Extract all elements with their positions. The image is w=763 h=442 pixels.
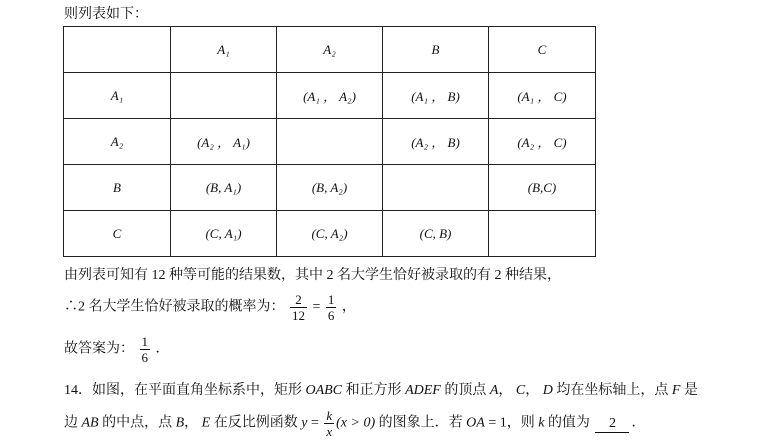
probability-suffix: ， bbox=[341, 299, 356, 315]
function-fraction bbox=[324, 408, 334, 439]
table-cell: (B, A₁) bbox=[171, 165, 277, 211]
table-cell: A₁ bbox=[64, 73, 171, 119]
table-cell: (A₁ ， B) bbox=[383, 73, 489, 119]
q14-text: 在反比例函数 bbox=[210, 415, 302, 431]
fraction-numerator: 1 bbox=[141, 334, 148, 349]
math-var: OABC bbox=[305, 383, 343, 398]
fraction-denominator: 6 bbox=[327, 308, 335, 323]
answer-prefix: 故答案为： bbox=[64, 341, 134, 357]
fraction-denominator: 6 bbox=[141, 350, 148, 365]
math-var: AB bbox=[81, 415, 99, 431]
q14-text: ． bbox=[631, 415, 646, 431]
table-cell: (A₂ ， B) bbox=[383, 119, 489, 165]
table-row bbox=[64, 211, 596, 257]
table-cell: A₂ bbox=[64, 119, 171, 165]
table-header-cell: C bbox=[489, 27, 596, 73]
table-cell bbox=[489, 211, 596, 257]
q14-text: = 1，则 bbox=[484, 415, 539, 431]
table-header-row bbox=[64, 27, 596, 73]
fraction-numerator: k bbox=[326, 408, 333, 423]
q14-text: 的顶点 bbox=[440, 383, 490, 398]
q14-text: 边 bbox=[64, 415, 82, 431]
table-header-cell bbox=[64, 27, 171, 73]
q14-text: ， bbox=[498, 383, 516, 398]
table-cell: C bbox=[64, 211, 171, 257]
answer-line bbox=[64, 334, 170, 365]
table-cell: (B, A₂) bbox=[277, 165, 383, 211]
fraction-1-over-6 bbox=[326, 292, 337, 323]
function-equals: = bbox=[307, 415, 323, 431]
function-lhs: y bbox=[301, 415, 308, 431]
math-var: OA bbox=[466, 415, 485, 431]
table-cell: (A₂ ， A₁) bbox=[171, 119, 277, 165]
table-header-cell: B bbox=[383, 27, 489, 73]
q14-text: 均在坐标轴上，点 bbox=[552, 383, 672, 398]
table-cell: (C, A₁) bbox=[171, 211, 277, 257]
math-var: E bbox=[201, 415, 211, 431]
table-cell: (C, A₂) bbox=[277, 211, 383, 257]
answer-blank: 2 bbox=[595, 416, 629, 433]
math-var: B bbox=[175, 415, 185, 431]
table-cell: (A₁ ， A₂) bbox=[277, 73, 383, 119]
q14-text: 的值为 bbox=[544, 415, 594, 431]
math-var: D bbox=[542, 383, 553, 398]
fraction-2-over-12 bbox=[290, 292, 307, 323]
q14-text: 是 bbox=[680, 383, 698, 398]
math-var: C bbox=[515, 383, 526, 398]
table-cell: (B,C) bbox=[489, 165, 596, 211]
table-row bbox=[64, 165, 596, 211]
math-var: A bbox=[489, 383, 499, 398]
intro-text: 则列表如下： bbox=[64, 7, 148, 22]
table-cell bbox=[383, 165, 489, 211]
table-row bbox=[64, 73, 596, 119]
probability-prefix: ∴2 名大学生恰好被录取的概率为： bbox=[64, 299, 285, 315]
table-cell: (A₁ ， C) bbox=[489, 73, 596, 119]
q14-text: 和正方形 bbox=[342, 383, 406, 398]
table-cell bbox=[277, 119, 383, 165]
fraction-denominator: x bbox=[326, 424, 333, 439]
result-statement: 由列表可知有 12 种等可能的结果数，其中 2 名大学生恰好被录取的有 2 种结果， bbox=[64, 268, 561, 283]
math-var: k bbox=[538, 415, 545, 431]
probability-line bbox=[64, 292, 356, 323]
outcome-table bbox=[63, 26, 596, 257]
fraction-numerator: 1 bbox=[327, 292, 335, 307]
answer-fraction bbox=[140, 334, 151, 365]
fraction-numerator: 2 bbox=[290, 292, 307, 308]
table-header-cell: A₂ bbox=[277, 27, 383, 73]
table-row bbox=[64, 119, 596, 165]
equals-sign: = bbox=[312, 299, 321, 315]
question-14-line-2 bbox=[64, 408, 645, 439]
table-cell: (C, B) bbox=[383, 211, 489, 257]
math-var: ADEF bbox=[405, 383, 441, 398]
function-domain: (x > 0) bbox=[336, 415, 376, 431]
table-cell: (A₂ ， C) bbox=[489, 119, 596, 165]
table-cell: B bbox=[64, 165, 171, 211]
question-14-line-1 bbox=[64, 379, 698, 399]
math-var: F bbox=[671, 383, 681, 398]
q14-text: ， bbox=[525, 383, 543, 398]
q14-text: ， bbox=[184, 415, 202, 431]
fraction-denominator: 12 bbox=[292, 308, 305, 323]
q14-text: 的图象上．若 bbox=[375, 415, 467, 431]
q14-text: 14．如图，在平面直角坐标系中，矩形 bbox=[64, 383, 306, 398]
q14-text: 的中点，点 bbox=[98, 415, 176, 431]
table-cell bbox=[171, 73, 277, 119]
answer-suffix: ． bbox=[155, 341, 170, 357]
table-header-cell: A₁ bbox=[171, 27, 277, 73]
